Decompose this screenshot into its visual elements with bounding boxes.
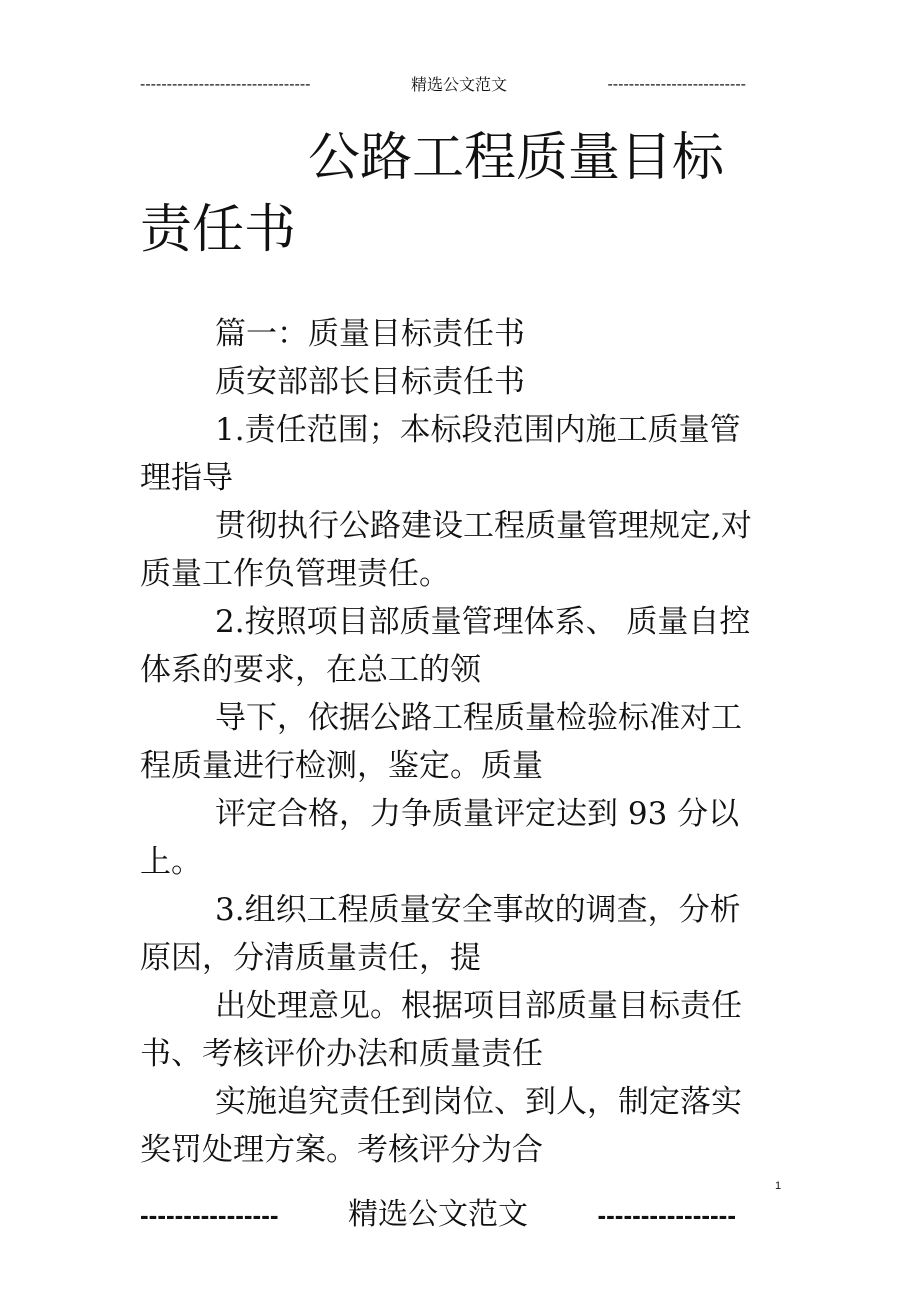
footer-right-rule: ----------------: [597, 1200, 736, 1230]
paragraph-4: 贯彻执行公路建设工程质量管理规定,对质量工作负管理责任。: [140, 508, 752, 592]
header-label: 精选公文范文: [410, 75, 507, 94]
footer-left-rule: ----------------: [140, 1200, 279, 1230]
document-title: [140, 122, 760, 266]
document-body: [140, 310, 760, 1174]
title-line-2: 责任书: [140, 200, 297, 260]
footer-label: 精选公文范文: [348, 1197, 528, 1232]
paragraph-3: 1.责任范围；本标段范围内施工质量管理指导: [140, 412, 741, 496]
paragraph-9: 出处理意见。根据项目部质量目标责任书、考核评价办法和质量责任: [140, 988, 742, 1072]
paragraph-6: 导下，依据公路工程质量检验标准对工程质量进行检测，鉴定。质量: [140, 700, 742, 784]
paragraph-7: 评定合格，力争质量评定达到 93 分以上。: [140, 796, 740, 880]
page-number: 1: [775, 1180, 782, 1192]
paragraph-5: 2.按照项目部质量管理体系、 质量自控体系的要求，在总工的领: [140, 604, 751, 688]
page-footer: [140, 1195, 736, 1235]
paragraph-1: 篇一：质量目标责任书: [215, 316, 525, 352]
paragraph-10: 实施追究责任到岗位、到人，制定落实奖罚处理方案。考核评分为合: [140, 1084, 742, 1168]
paragraph-8: 3.组织工程质量安全事故的调查，分析原因，分清质量责任，提: [140, 892, 741, 976]
title-line-1: 公路工程质量目标: [308, 128, 725, 188]
page-header: [140, 74, 746, 96]
header-right-rule: --------------------------: [607, 76, 746, 93]
header-left-rule: --------------------------------: [140, 76, 311, 93]
paragraph-2: 质安部部长目标责任书: [215, 364, 525, 400]
